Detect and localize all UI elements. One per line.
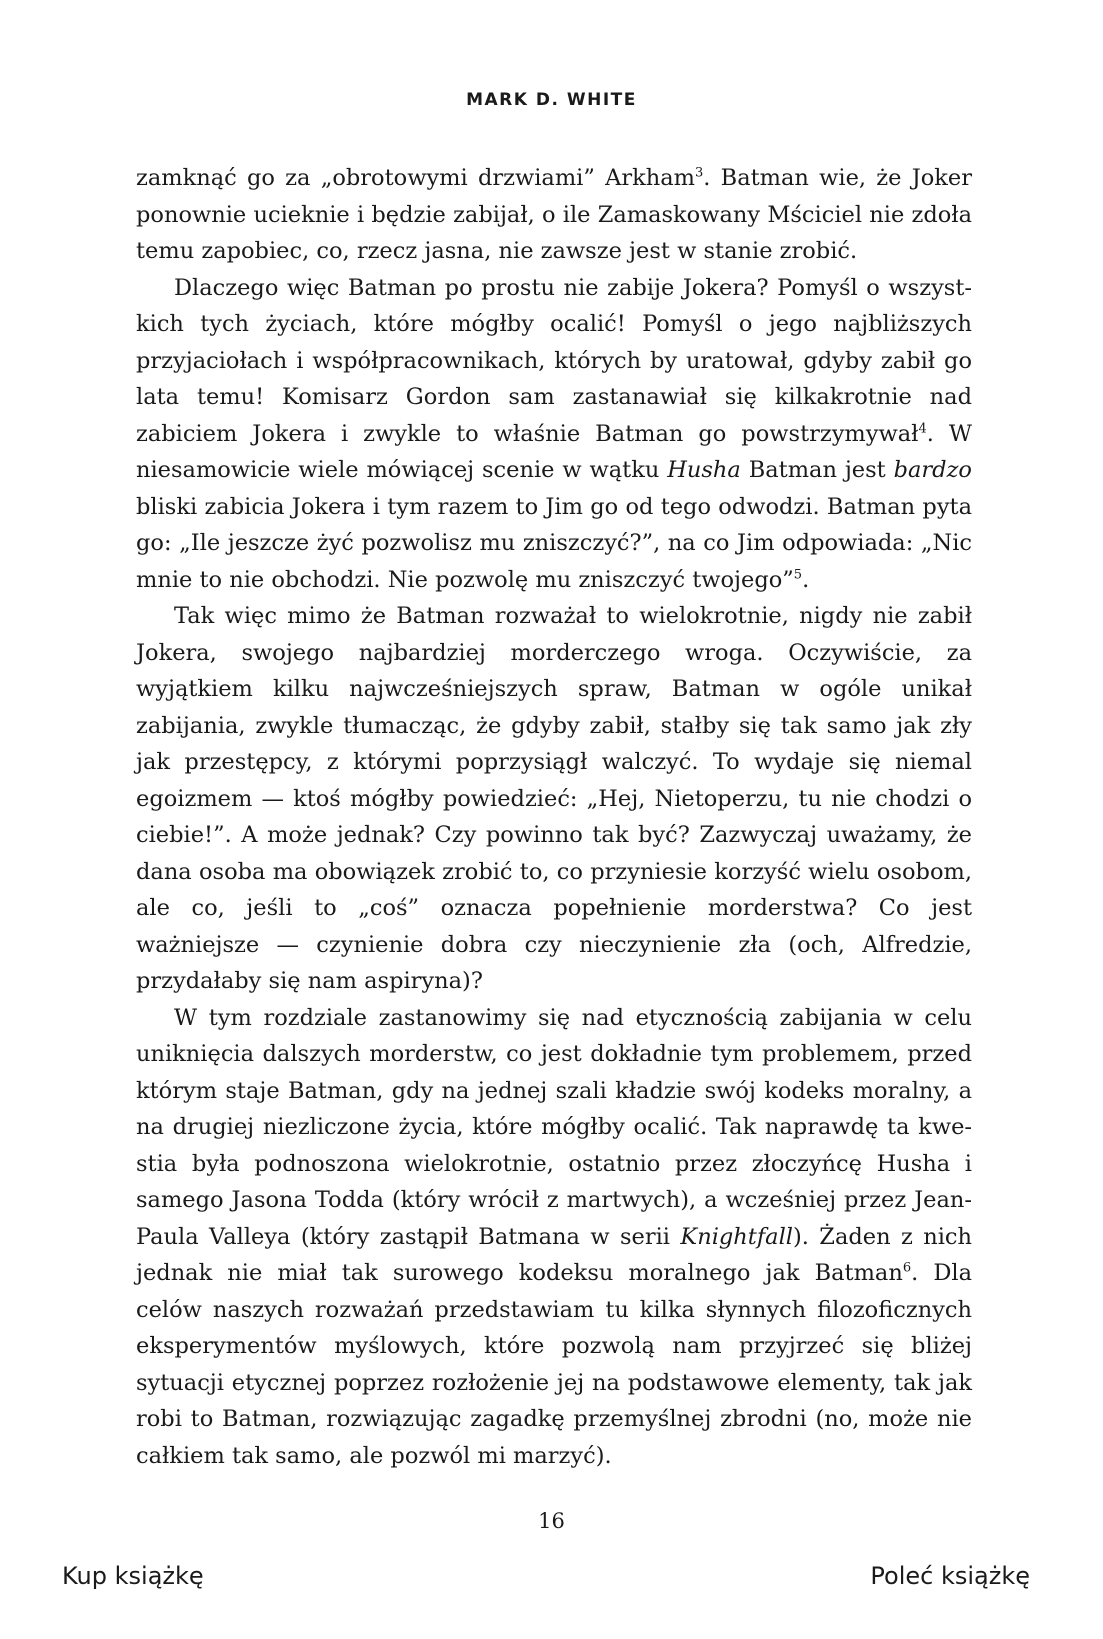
paragraph-4-text-2: ). Żaden z nich jednak nie miał tak surowego kodeksu moralnego jak Batman: [136, 1223, 972, 1286]
paragraph-3-text-1: Tak więc mimo że Batman rozważał to wielokrotnie, nigdy nie zabił Jokera, swojego najbardziej morderczego wroga. Oczywiście, za wyjątkiem kilku najwcześniejszych spraw, Batman w ogóle unikał zabijania, zwykle tłumacząc, że gdyby zabił, stałby się tak samo jak zły jak przestępcy, z którymi poprzysiągł walczyć. To wydaje się niemal egoizmem — ktoś mógłby powiedzieć: „Hej, Nietoperzu, tu nie chodzi o ciebie!”. A może jednak? Czy powinno tak być? Zazwyczaj uważamy, że dana osoba ma obowiązek zrobić to, co przyniesie korzyść wielu osobom, ale co, jeśli to „coś” oznacza popełnienie morderstwa? Co jest ważniejsze — czynienie dobra czy nieczynienie zła (och, Alfredzie, przydałaby się nam aspiryna)?: [136, 603, 972, 994]
paragraph-1: [136, 160, 972, 270]
italic-bardzo: bardzo: [893, 457, 972, 483]
body-text: [136, 160, 972, 1474]
paragraph-2-text-1: Dlaczego więc Batman po prostu nie zabije Jokera? Pomyśl o wszystkich tych życiach, które mógłby ocalić! Pomyśl o jego najbliższych przyjaciołach i współpracownikach, których by uratował, gdyby zabił go lata temu! Komisarz Gordon sam zastanawiał się kilkakrotnie nad zabiciem Jokera i zwykle to właśnie Batman go powstrzymywał: [136, 274, 972, 447]
recommend-book-link[interactable]: Poleć książkę: [870, 1562, 1030, 1590]
footnote-ref-5: 5: [793, 567, 803, 582]
italic-knightfall: Knightfall: [680, 1223, 793, 1250]
paragraph-2-text-2: . W niesamowicie wiele mówiącej scenie w wątku: [136, 420, 972, 483]
paragraph-2: [136, 270, 972, 599]
footnote-ref-3: 3: [694, 165, 704, 181]
paragraph-4-text-1: W tym rozdziale zastanowimy się nad etycznością zabijania w celu uniknięcia dalszych morderstw, co jest dokładnie tym problemem, przed którym staje Batman, gdy na jednej szali kładzie swój kodeks moralny, a na drugiej niezliczone życia, które mógłby ocalić. Tak naprawdę ta kwestia była podnoszona wielokrotnie, ostatnio przez złoczyńcę Husha i samego Jasona Todda (który wrócił z martwych), a wcześniej przez Jean-Paula Valleya (który zastąpił Batmana w serii: [136, 1004, 972, 1250]
paragraph-2-text-4: bliski zabicia Jokera i tym razem to Jim go od tego odwodzi. Batman pyta go: „Ile jeszcze żyć pozwolisz mu zniszczyć?”, na co Jim odpowiada: „Nic mnie to nie obchodzi. Nie pozwolę mu zniszczyć twojego”: [136, 493, 972, 593]
paragraph-1-text-2: . Batman wie, że Joker ponownie ucieknie i będzie zabijał, o ile Zamaskowany Mściciel nie zdoła temu zapobiec, co, rzecz jasna, nie zawsze jest w stanie zrobić.: [136, 165, 972, 264]
paragraph-4: [136, 1000, 972, 1475]
paragraph-3: [136, 598, 972, 1000]
footnote-ref-4: 4: [918, 421, 927, 436]
paragraph-4-text-3: . Dla celów naszych rozważań przedstawiam tu kilka słynnych filozoficznych eksperymentów myślowych, które pozwolą nam przyjrzeć się bliżej sytuacji etycznej poprzez rozłożenie jej na podstawowe elementy, tak jak robi to Batman, rozwiązując zagadkę przemyślnej zbrodni (no, może nie całkiem tak samo, ale pozwól mi marzyć).: [136, 1260, 972, 1469]
page-number: 16: [538, 1509, 565, 1533]
paragraph-2-text-3: Batman jest: [740, 457, 894, 483]
buy-book-link[interactable]: Kup książkę: [62, 1562, 204, 1590]
footnote-ref-6: 6: [902, 1260, 912, 1276]
paragraph-2-text-5: .: [802, 566, 810, 593]
paragraph-1-text-1: zamknąć go za „obrotowymi drzwiami” Arkham: [136, 165, 695, 191]
italic-husha: Husha: [667, 457, 741, 483]
running-header: MARK D. WHITE: [466, 90, 637, 110]
